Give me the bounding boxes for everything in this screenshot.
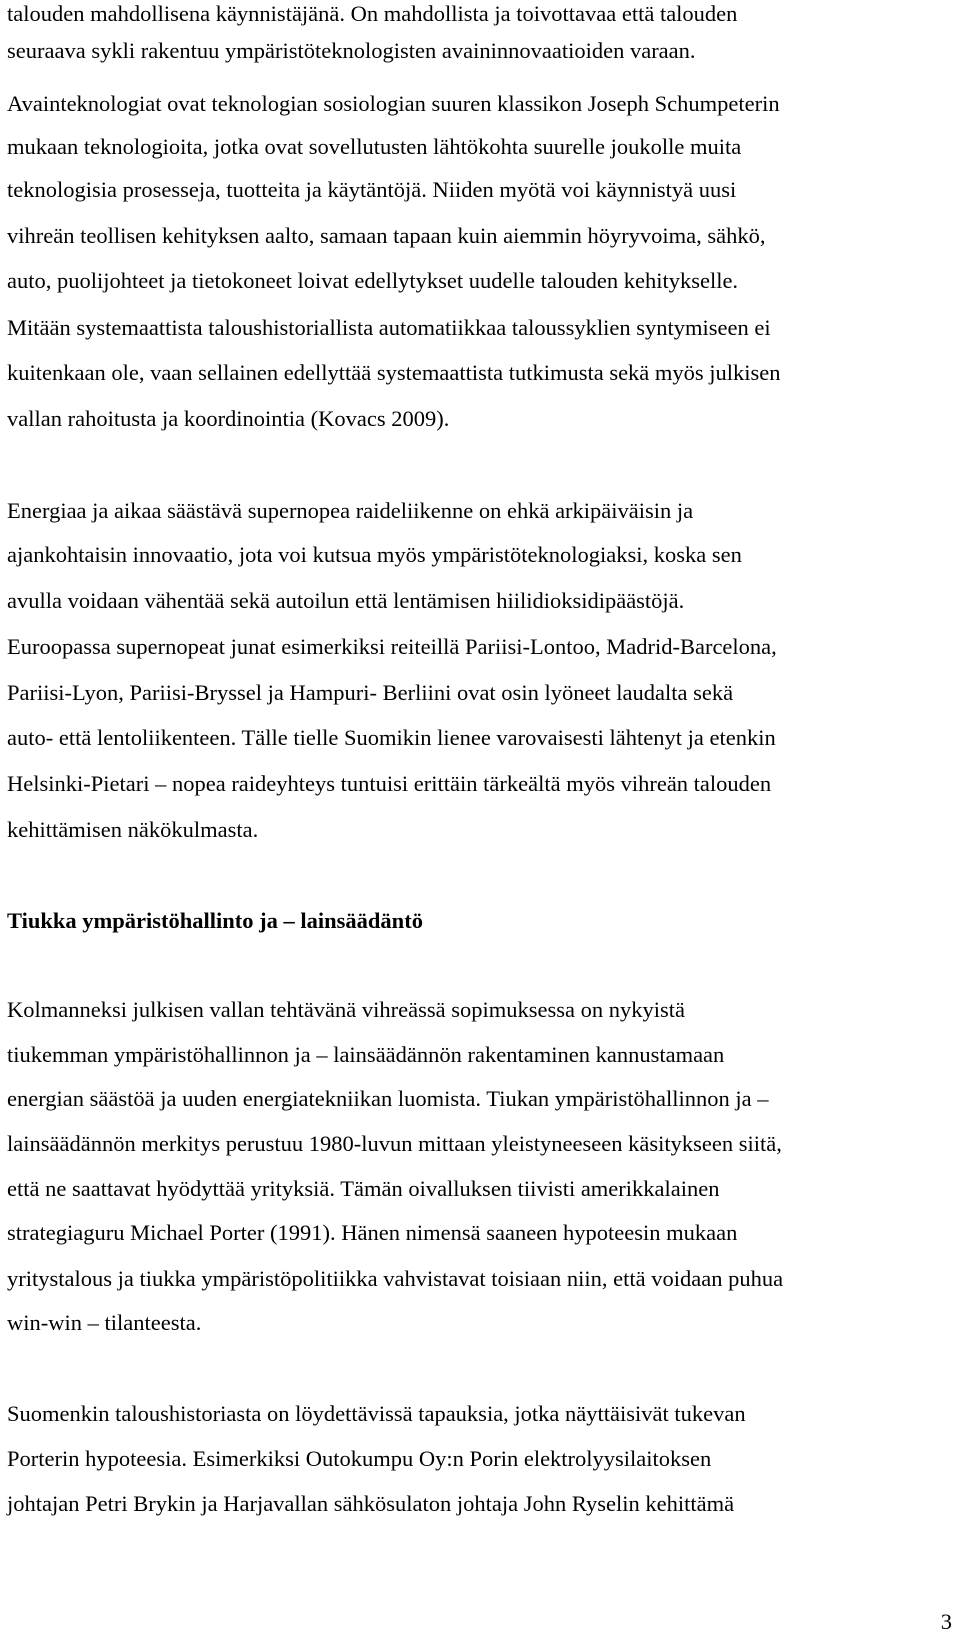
text-line: talouden mahdollisena käynnistäjänä. On mahdollista ja toivottavaa että talouden <box>7 1 738 26</box>
text-line: Helsinki-Pietari – nopea raideyhteys tuntuisi erittäin tärkeältä myös vihreän talouden <box>7 771 772 796</box>
text-line: win-win – tilanteesta. <box>7 1310 202 1335</box>
text-line: Avainteknologiat ovat teknologian sosiologian suuren klassikon Joseph Schumpeterin <box>7 91 780 116</box>
text-line: vihreän teollisen kehityksen aalto, samaan tapaan kuin aiemmin höyryvoima, sähkö, <box>7 223 766 248</box>
text-line: ajankohtaisin innovaatio, jota voi kutsua myös ympäristöteknologiaksi, koska sen <box>7 542 742 567</box>
text-line: tiukemman ympäristöhallinnon ja – lainsäädännön rakentaminen kannustamaan <box>7 1042 725 1067</box>
page-number: 3 <box>940 1609 952 1634</box>
text-line: Suomenkin taloushistoriasta on löydettävissä tapauksia, jotka näyttäisivät tukevan <box>7 1401 746 1426</box>
text-line: kuitenkaan ole, vaan sellainen edellyttää systemaattista tutkimusta sekä myös julkisen <box>7 360 781 385</box>
text-line: strategiaguru Michael Porter (1991). Hänen nimensä saaneen hypoteesin mukaan <box>7 1220 738 1245</box>
text-line: Energiaa ja aikaa säästävä supernopea raideliikenne on ehkä arkipäiväisin ja <box>7 498 694 523</box>
text-line: yritystalous ja tiukka ympäristöpolitiikka vahvistavat toisiaan niin, että voidaan puhua <box>7 1266 784 1291</box>
text-line: Pariisi-Lyon, Pariisi-Bryssel ja Hampuri- Berliini ovat osin lyöneet laudalta sekä <box>7 680 734 705</box>
section-heading: Tiukka ympäristöhallinto ja – lainsäädäntö <box>7 908 423 933</box>
text-line: avulla voidaan vähentää sekä autoilun että lentämisen hiilidioksidipäästöjä. <box>7 588 685 613</box>
text-line: seuraava sykli rakentuu ympäristöteknologisten avaininnovaatioiden varaan. <box>7 38 696 63</box>
text-line: Euroopassa supernopeat junat esimerkiksi reiteillä Pariisi-Lontoo, Madrid-Barcelona, <box>7 634 777 659</box>
text-line: vallan rahoitusta ja koordinointia (Kovacs 2009). <box>7 406 450 431</box>
text-line: Mitään systemaattista taloushistoriallista automatiikkaa taloussyklien syntymiseen ei <box>7 315 771 340</box>
text-line: johtajan Petri Brykin ja Harjavallan sähkösulaton johtaja John Ryselin kehittämä <box>7 1491 735 1516</box>
text-line: mukaan teknologioita, jotka ovat sovellutusten lähtökohta suurelle joukolle muita <box>7 134 742 159</box>
text-line: auto, puolijohteet ja tietokoneet loivat edellytykset uudelle talouden kehitykselle. <box>7 268 739 293</box>
text-line: kehittämisen näkökulmasta. <box>7 817 259 842</box>
text-line: teknologisia prosesseja, tuotteita ja käytäntöjä. Niiden myötä voi käynnistyä uusi <box>7 177 737 202</box>
text-line: Kolmanneksi julkisen vallan tehtävänä vihreässä sopimuksessa on nykyistä <box>7 997 685 1022</box>
text-line: auto- että lentoliikenteen. Tälle tielle Suomikin lienee varovaisesti lähtenyt ja etenkin <box>7 725 776 750</box>
text-line: lainsäädännön merkitys perustuu 1980-luvun mittaan yleistyneeseen käsitykseen siitä, <box>7 1131 782 1156</box>
text-line: energian säästöä ja uuden energiatekniikan luomista. Tiukan ympäristöhallinnon ja – <box>7 1086 769 1111</box>
text-line: että ne saattavat hyödyttää yrityksiä. Tämän oivalluksen tiivisti amerikkalainen <box>7 1176 720 1201</box>
text-line: Porterin hypoteesia. Esimerkiksi Outokumpu Oy:n Porin elektrolyysilaitoksen <box>7 1446 712 1471</box>
